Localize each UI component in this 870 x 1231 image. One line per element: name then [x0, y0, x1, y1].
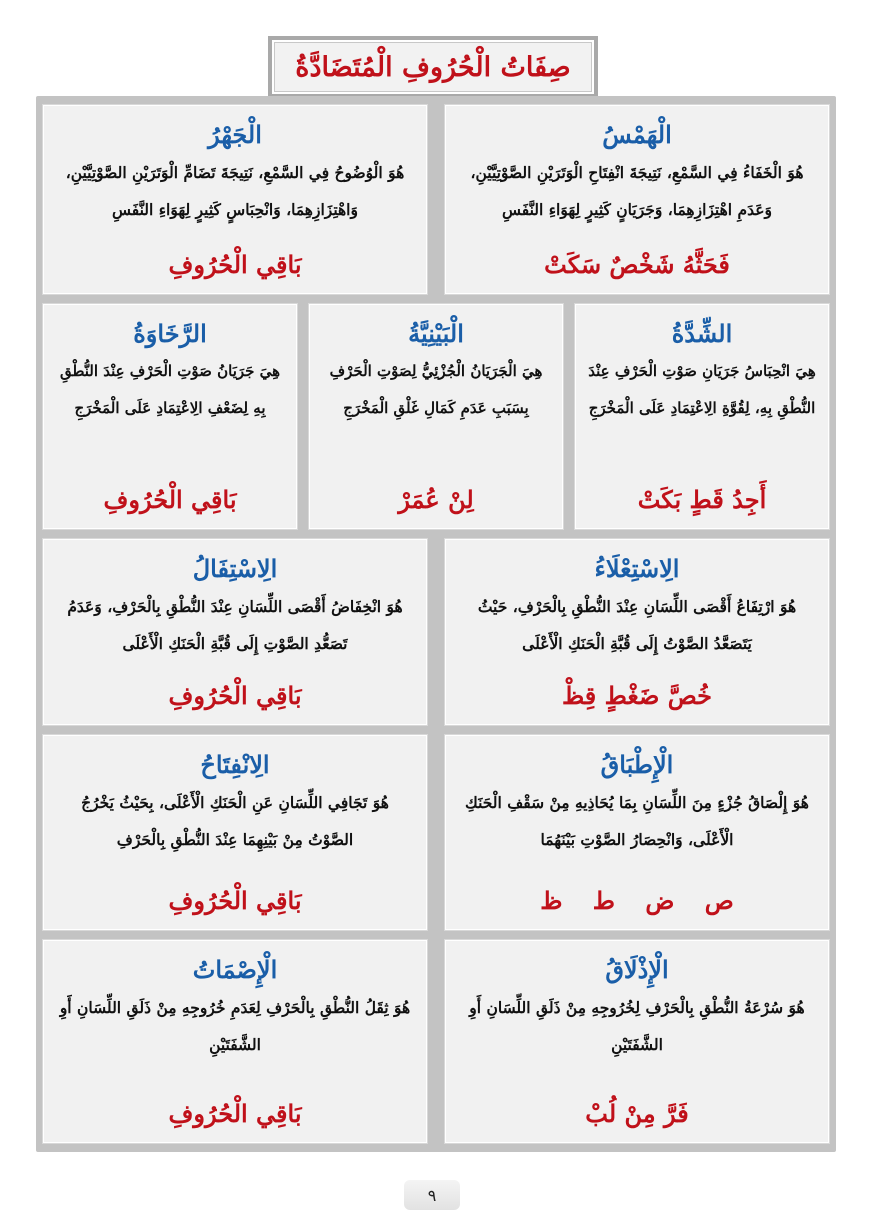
card-description: هِيَ الْجَرَيَانُ الْجُزْئِيُّ لِصَوْتِ الْحَرْفِ بِسَبَبِ عَدَمِ كَمَالِ غَلْقِ الْمَخْرَجِ [329, 362, 543, 418]
card-letters: فَرَّ مِنْ لُبْ [585, 1098, 689, 1128]
card-letters: خُصَّ ضَغْطٍ قِظْ [562, 680, 712, 710]
card-istifal [42, 538, 428, 726]
card-title: الْهَمْسُ [602, 120, 672, 149]
card-description: هُوَ الْخَفَاءُ فِي السَّمْعِ، نَتِيجَةَ انْفِتَاحِ الْوَتَرَيْنِ الصَّوْتِيَّيْنِ، وَعَدَمِ اهْتِزَازِهِمَا، وَجَرَيَانٍ كَثِيرٍ لِهَوَاءِ النَّفَسِ [470, 163, 804, 220]
card-letters: بَاقِي الْحُرُوفِ [168, 885, 302, 915]
card-bayniyya [308, 303, 564, 530]
card-idhlaq [444, 939, 830, 1144]
card-description: هُوَ إِلْصَاقُ جُزْءٍ مِنَ اللِّسَانِ بِمَا يُحَاذِيهِ مِنْ سَقْفِ الْحَنَكِ الْأَعْلَى، وَانْحِصَارُ الصَّوْتِ بَيْنَهُمَا [465, 793, 809, 850]
card-title: الِاسْتِفَالُ [192, 554, 278, 583]
card-title: الِاسْتِعْلَاءُ [594, 554, 680, 583]
card-letters: ص ض ط ظ [540, 885, 734, 915]
card-letters: لِنْ عُمَرْ [398, 484, 474, 514]
card-description: هُوَ تَجَافِي اللِّسَانِ عَنِ الْحَنَكِ الْأَعْلَى، بِحَيْثُ يَخْرُجُ الصَّوْتُ مِنْ بَيْنِهِمَا عِنْدَ النُّطْقِ بِالْحَرْفِ [81, 793, 389, 850]
card-itbaq [444, 734, 830, 931]
card-description: هُوَ سُرْعَةُ النُّطْقِ بِالْحَرْفِ لِخُرُوجِهِ مِنْ ذَلَقِ اللِّسَانِ أَوِ الشَّفَتَيْنِ [469, 998, 805, 1055]
card-title: الْإِطْبَاقُ [600, 750, 674, 779]
page-title: صِفَاتُ الْحُرُوفِ الْمُتَضَادَّةُ [295, 51, 571, 83]
card-letters: بَاقِي الْحُرُوفِ [103, 484, 237, 514]
card-ismat [42, 939, 428, 1144]
card-letters: بَاقِي الْحُرُوفِ [168, 249, 302, 279]
card-description: هُوَ الْوُضُوحُ فِي السَّمْعِ، نَتِيجَةَ تَضَامِّ الْوَتَرَيْنِ الصَّوْتِيَّيْنِ، وَاهْتِزَازِهِمَا، وَانْحِبَاسٍ كَثِيرٍ لِهَوَاءِ النَّفَسِ [65, 163, 405, 220]
card-letters: فَحَثَّهُ شَخْصٌ سَكَتْ [544, 249, 730, 279]
card-jahr [42, 104, 428, 295]
card-title: الْإِذْلَاقُ [605, 955, 669, 984]
card-description: هُوَ ارْتِفَاعُ أَقْصَى اللِّسَانِ عِنْدَ النُّطْقِ بِالْحَرْفِ، حَيْثُ يَتَصَعَّدُ الصَّوْتُ إِلَى قُبَّةِ الْحَنَكِ الْأَعْلَى [477, 597, 797, 654]
card-description: هِيَ انْحِبَاسُ جَرَيَانِ صَوْتِ الْحَرْفِ عِنْدَ النُّطْقِ بِهِ، لِقُوَّةِ الِاعْتِمَادِ عَلَى الْمَخْرَجِ [588, 362, 816, 418]
card-description: هُوَ انْخِفَاضُ أَقْصَى اللِّسَانِ عِنْدَ النُّطْقِ بِالْحَرْفِ، وَعَدَمُ تَصَعُّدِ الصَّوْتِ إِلَى قُبَّةِ الْحَنَكِ الْأَعْلَى [67, 597, 403, 654]
card-letters: أَجِدُ قَطٍ بَكَتْ [637, 484, 767, 514]
card-infitah [42, 734, 428, 931]
card-shidda [574, 303, 830, 530]
card-letters: بَاقِي الْحُرُوفِ [168, 680, 302, 710]
cards-frame [36, 96, 836, 1152]
card-title: الِانْفِتَاحُ [200, 750, 270, 779]
page-number: ٩ [404, 1180, 460, 1210]
card-istila [444, 538, 830, 726]
title-box [268, 36, 598, 98]
card-title: الْبَيْنِيَّةُ [408, 319, 464, 348]
card-rakhawa [42, 303, 298, 530]
card-title: الْجَهْرُ [208, 120, 262, 149]
card-title: الْإِصْمَاتُ [192, 955, 278, 984]
card-description: هِيَ جَرَيَانُ صَوْتِ الْحَرْفِ عِنْدَ النُّطْقِ بِهِ لِضَعْفِ الِاعْتِمَادِ عَلَى الْمَخْرَجِ [59, 362, 281, 418]
card-letters: بَاقِي الْحُرُوفِ [168, 1098, 302, 1128]
card-title: الرَّخَاوَةُ [133, 319, 207, 348]
card-hams [444, 104, 830, 295]
card-description: هُوَ ثِقَلُ النُّطْقِ بِالْحَرْفِ لِعَدَمِ خُرُوجِهِ مِنْ ذَلَقِ اللِّسَانِ أَوِ الشَّفَتَيْنِ [59, 998, 411, 1055]
card-title: الشِّدَّةُ [671, 319, 733, 348]
